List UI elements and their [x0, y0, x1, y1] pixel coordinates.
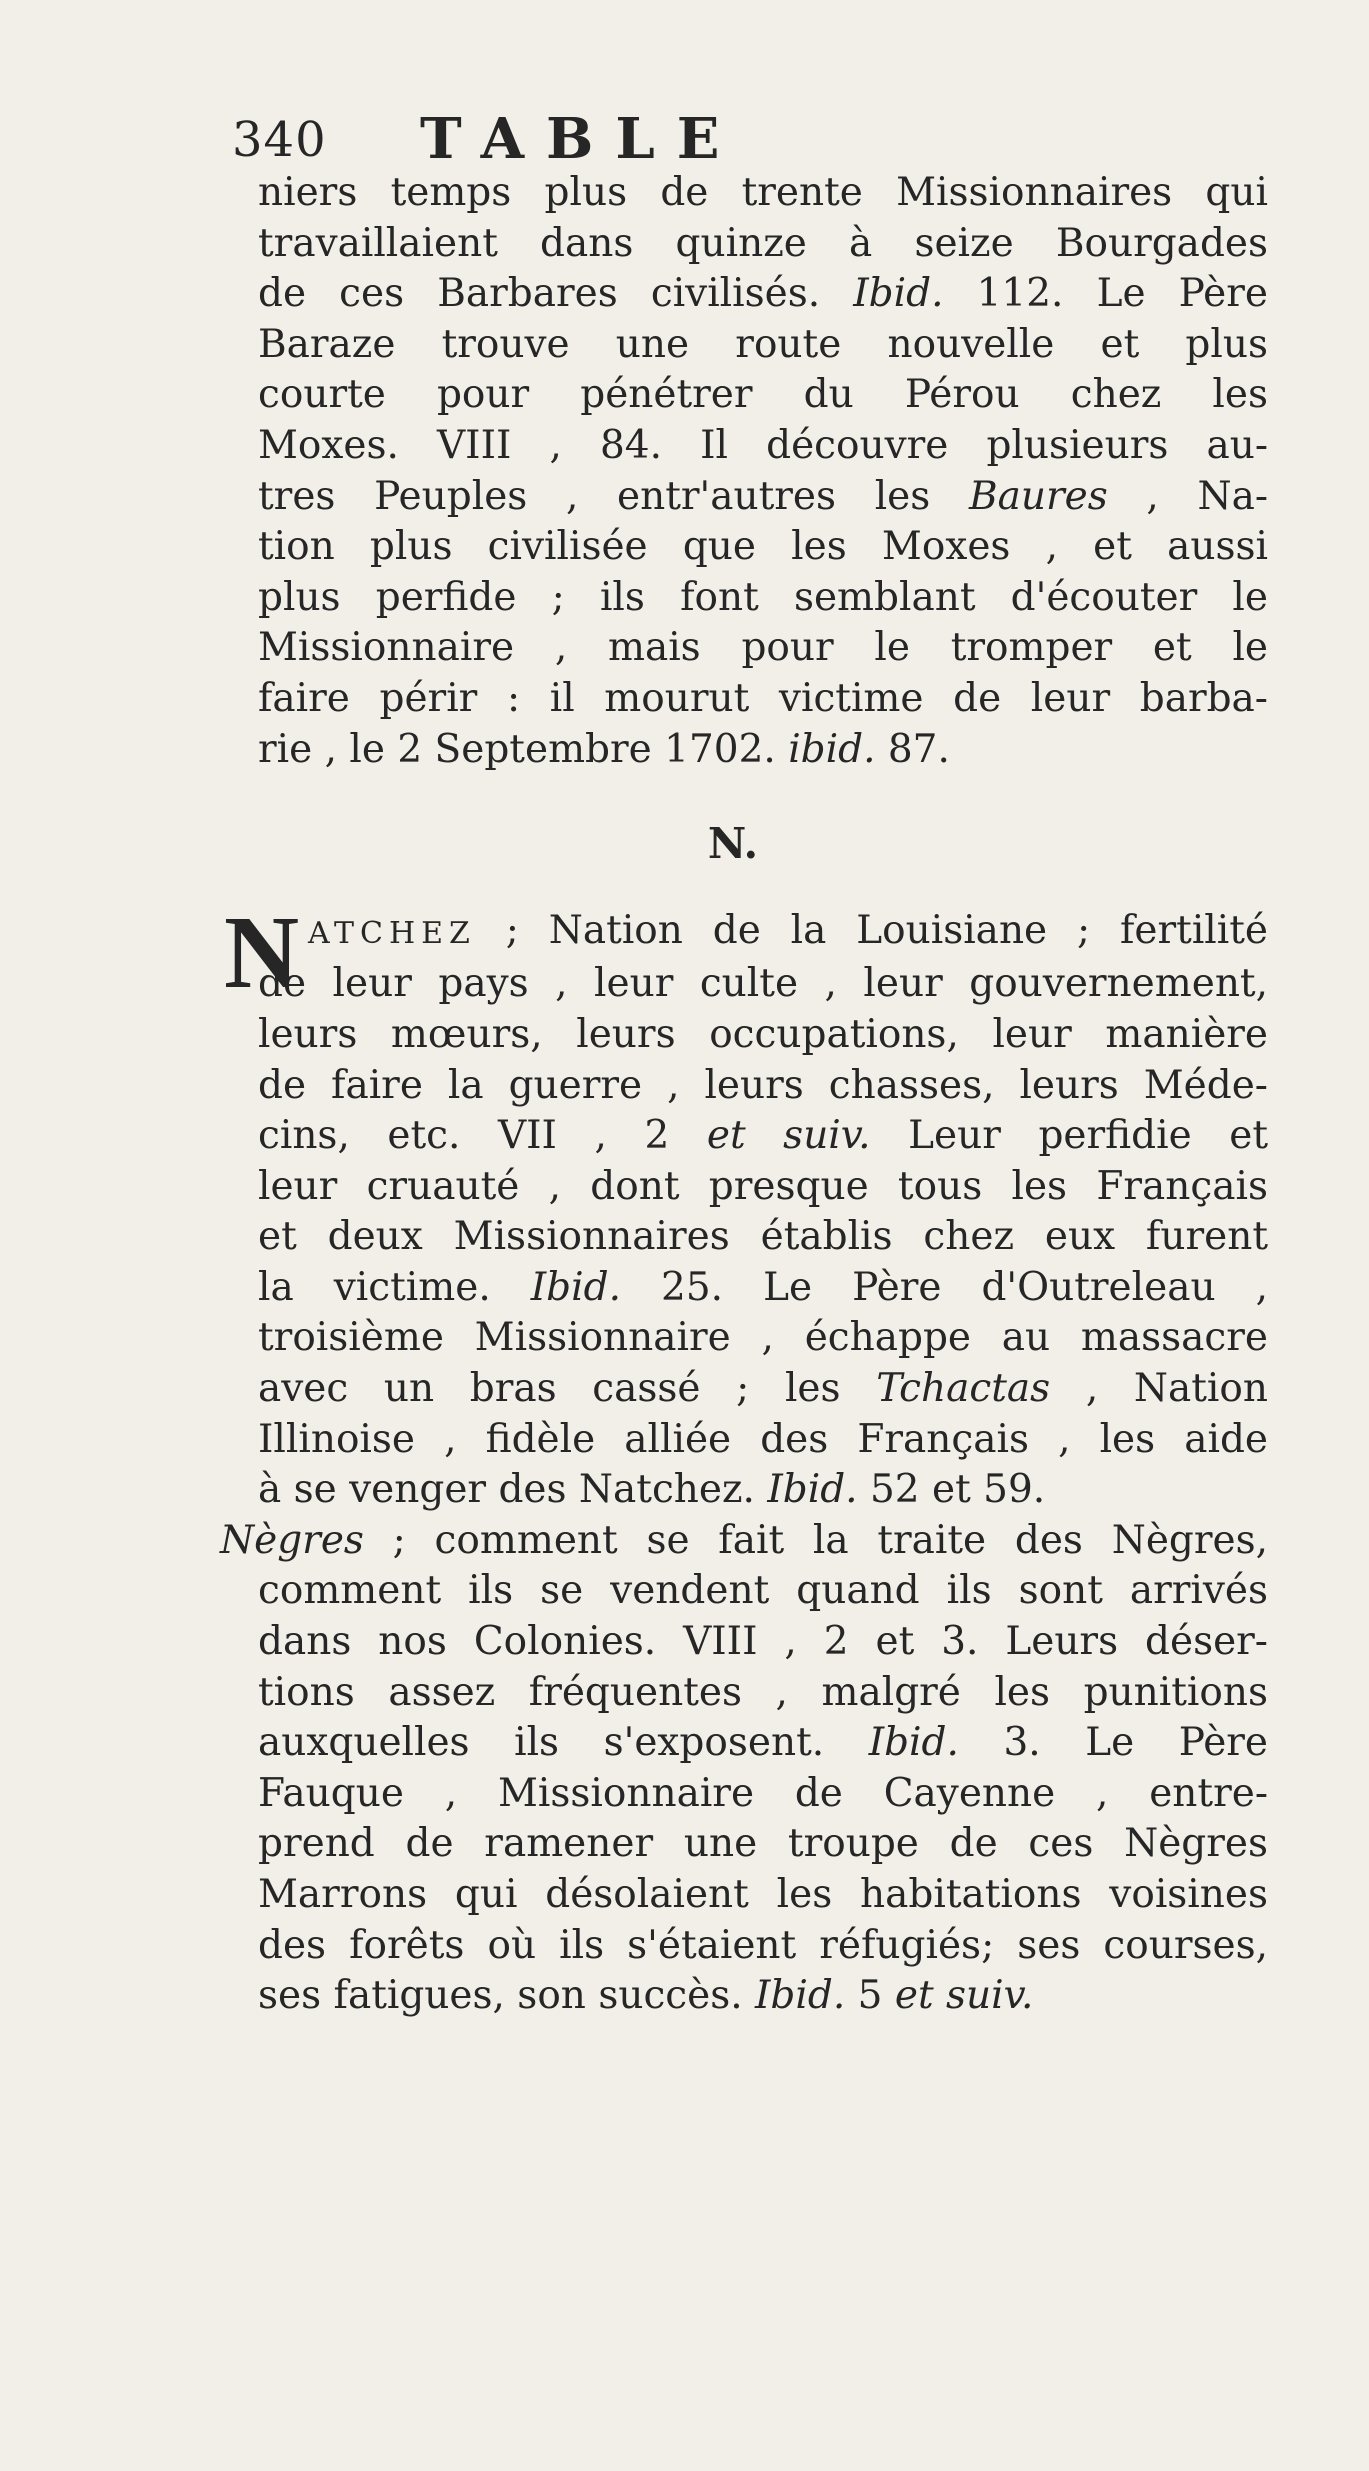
section-letter: N. [707, 819, 759, 869]
entry-heading: Nègres [220, 1517, 364, 1563]
text-line: tres Peuples , entr'autres les Baures , Na- [258, 473, 1268, 519]
entry-natchez [224, 894, 1269, 1516]
text-line: courte pour pénétrer du Pérou chez les [258, 372, 1268, 418]
text-line: Illinoise , fidèle alliée des Français , les aide [258, 1416, 1268, 1462]
text-line: leurs mœurs, leurs occupations, leur manière [258, 1011, 1268, 1057]
text-line: faire périr : il mourut victime de leur barba- [258, 675, 1268, 721]
ibid-ref: Ibid. [530, 1264, 621, 1310]
text-line: avec un bras cassé ; les Tchactas , Nation [258, 1366, 1269, 1412]
text-line: la victime. Ibid. 25. Le Père d'Outreleau , [258, 1264, 1268, 1310]
text-line: leur cruauté , dont presque tous les Français [258, 1163, 1268, 1209]
text-line: ses fatigues, son succès. Ibid. 5 et suiv. [258, 1973, 1034, 2019]
text-line: troisième Missionnaire , échappe au massacre [258, 1315, 1268, 1361]
text-line: plus perfide ; ils font semblant d'écouter le [258, 574, 1268, 620]
ibid-ref: Ibid. [755, 1973, 846, 2019]
italic-term: Tchactas [876, 1366, 1051, 1412]
text-line: de faire la guerre , leurs chasses, leurs Méde- [258, 1062, 1268, 1108]
ibid-ref: Ibid. [853, 271, 944, 317]
drop-cap: N [224, 894, 300, 1010]
italic-term: Baures [968, 473, 1108, 519]
ibid-ref: Ibid. [868, 1720, 959, 1766]
text-line: des forêts où ils s'étaient réfugiés; ses courses, [258, 1922, 1268, 1968]
page-number: 340 [232, 112, 327, 168]
text-line: auxquelles ils s'exposent. Ibid. 3. Le Père [258, 1720, 1268, 1766]
text-line: Fauque , Missionnaire de Cayenne , entre- [258, 1770, 1268, 1816]
entry-continuation [258, 168, 1268, 775]
text-line: Baraze trouve une route nouvelle et plus [258, 321, 1268, 367]
text-line: ATCHEZ ; Nation de la Louisiane ; fertilité [308, 907, 1268, 953]
text-line: Missionnaire , mais pour le tromper et le [258, 625, 1268, 671]
entry-negres [220, 1516, 1268, 2022]
text-line: dans nos Colonies. VIII , 2 et 3. Leurs déser- [258, 1619, 1268, 1665]
text-line: Moxes. VIII , 84. Il découvre plusieurs au- [258, 422, 1268, 468]
text-line: à se venger des Natchez. Ibid. 52 et 59. [258, 1467, 1046, 1513]
running-title: TABLE [420, 106, 742, 172]
text-line: Marrons qui désolaient les habitations voisines [258, 1872, 1268, 1917]
text-line: tion plus civilisée que les Moxes , et aussi [258, 524, 1268, 570]
text-line: rie , le 2 Septembre 1702. ibid. 87. [258, 726, 950, 772]
text-line: de leur pays , leur culte , leur gouvernement, [258, 961, 1268, 1007]
text-line: comment ils se vendent quand ils sont arrivés [258, 1568, 1268, 1614]
entry-heading: ATCHEZ [308, 915, 476, 951]
text-line: travaillaient dans quinze à seize Bourgades [258, 220, 1268, 266]
index-body [220, 168, 1269, 2022]
ibid-ref: ibid. [788, 726, 876, 772]
text-line: niers temps plus de trente Missionnaires qui [258, 170, 1268, 215]
text-line: cins, etc. VII , 2 et suiv. Leur perfidie et [258, 1113, 1268, 1159]
text-line: Nègres ; comment se fait la traite des Nègres, [220, 1517, 1268, 1563]
text-line: de ces Barbares civilisés. Ibid. 112. Le Père [258, 271, 1268, 317]
text-line: tions assez fréquentes , malgré les punitions [258, 1669, 1268, 1715]
text-line: prend de ramener une troupe de ces Nègres [258, 1821, 1268, 1867]
ibid-ref: Ibid. [767, 1467, 858, 1513]
text-line: et deux Missionnaires établis chez eux furent [258, 1214, 1268, 1260]
